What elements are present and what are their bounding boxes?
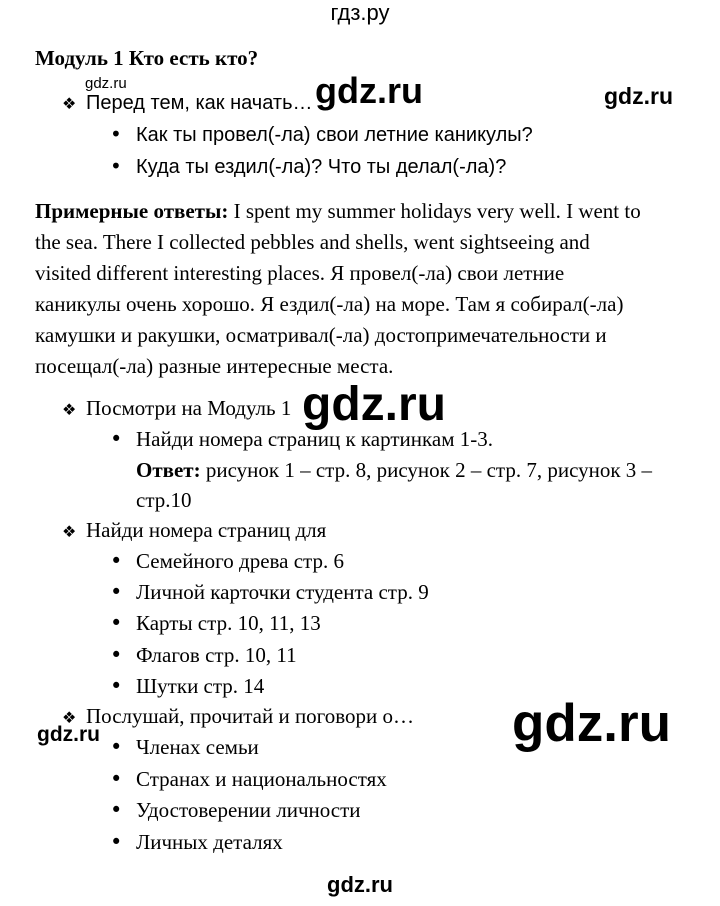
diamond-cross-icon: ❖ [62, 522, 77, 541]
bullet-icon: • [110, 674, 123, 698]
list-item: • Личной карточки студента стр. 9 [110, 580, 429, 604]
answer-line: посещал(-ла) разные интересные места. [35, 354, 394, 378]
bullet-icon: • [110, 427, 123, 451]
bullet-icon: • [110, 798, 123, 822]
list-item: • Семейного древа стр. 6 [110, 549, 344, 573]
answer-label: Ответ: [136, 458, 201, 482]
list-item: • Членах семьи [110, 735, 259, 759]
diamond-cross-icon: ❖ [62, 708, 77, 727]
answer-line: камушки и ракушки, осматривал(-ла) достопримечательности и [35, 323, 607, 347]
diamond-cross-icon: ❖ [62, 94, 77, 113]
answer-label: Примерные ответы: [35, 199, 229, 223]
section-heading: ❖ Перед тем, как начать… [62, 90, 312, 117]
list-item: • Шутки стр. 14 [110, 674, 265, 698]
bullet-icon: • [110, 830, 123, 854]
answer-line: visited different interesting places. Я провел(-ла) свои летние [35, 261, 565, 285]
bullet-icon: • [110, 154, 122, 178]
watermark: gdz.ru [85, 75, 127, 92]
diamond-cross-icon: ❖ [62, 400, 77, 419]
list-item: • Карты стр. 10, 11, 13 [110, 611, 321, 635]
list-item: • Удостоверении личности [110, 798, 361, 822]
section-heading: ❖ Посмотри на Модуль 1 [62, 395, 291, 423]
watermark: gdz.ru [512, 694, 671, 753]
answer-line: the sea. There I collected pebbles and shells, went sightseeing and [35, 230, 590, 254]
footer-watermark: gdz.ru [327, 872, 393, 897]
module-title: Модуль 1 Кто есть кто? [35, 46, 259, 70]
site-header: гдз.ру [330, 0, 390, 25]
list-item: • Флагов стр. 10, 11 [110, 643, 297, 667]
watermark: gdz.ru [37, 723, 100, 746]
section-heading: ❖ Послушай, прочитай и поговори о… [62, 703, 414, 731]
bullet-icon: • [110, 611, 123, 635]
bullet-icon: • [110, 549, 123, 573]
watermark: gdz.ru [315, 70, 423, 111]
watermark: gdz.ru [302, 378, 446, 431]
section-heading: ❖ Найди номера страниц для [62, 517, 326, 545]
watermark: gdz.ru [604, 83, 673, 109]
bullet-icon: • [110, 735, 123, 759]
bullet-icon: • [110, 580, 123, 604]
answer-line: Примерные ответы: I spent my summer holidays very well. I went to [35, 199, 641, 223]
list-item: • Найди номера страниц к картинкам 1-3. [110, 427, 493, 451]
list-item: • Личных деталях [110, 830, 283, 854]
list-item: • Как ты провел(-ла) свои летние каникулы? [110, 122, 533, 146]
bullet-icon: • [110, 643, 123, 667]
bullet-icon: • [110, 122, 122, 146]
bullet-icon: • [110, 767, 123, 791]
list-item: • Странах и национальностях [110, 767, 387, 791]
list-item: • Куда ты ездил(-ла)? Что ты делал(-ла)? [110, 154, 507, 178]
answer-line: каникулы очень хорошо. Я ездил(-ла) на море. Там я собирал(-ла) [35, 292, 624, 316]
answer-line: Ответ: рисунок 1 – стр. 8, рисунок 2 – стр. 7, рисунок 3 – [136, 458, 653, 482]
answer-line: стр.10 [136, 488, 192, 512]
